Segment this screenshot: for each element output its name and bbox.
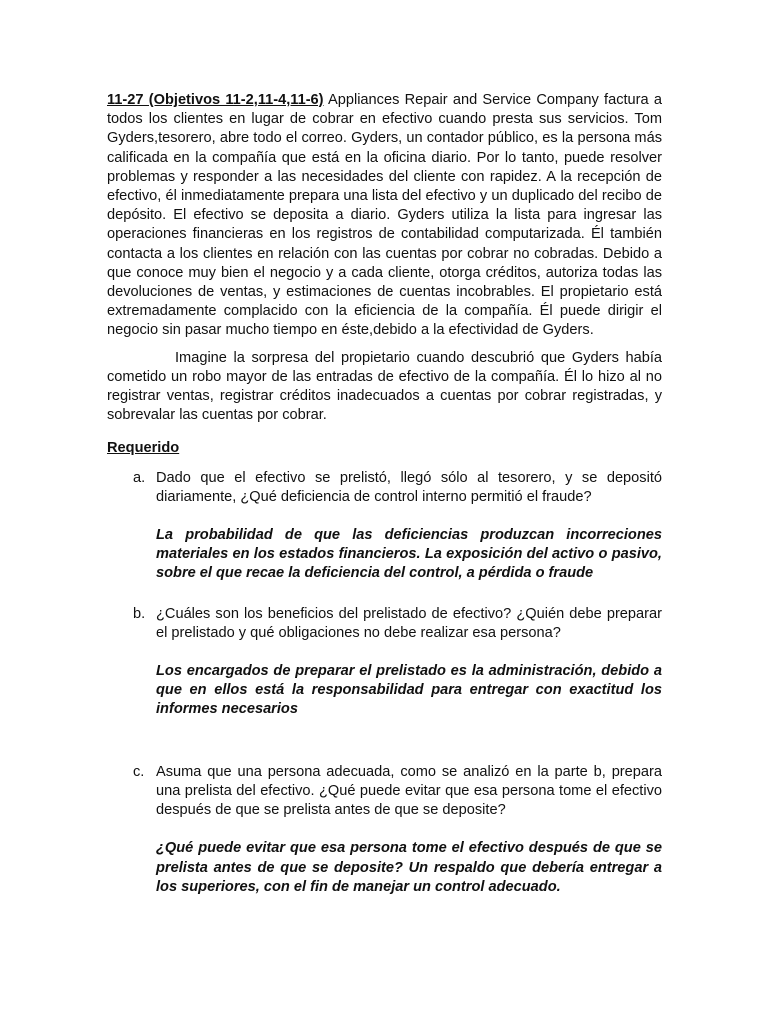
intro-paragraph [107, 91, 662, 341]
required-item-a [107, 469, 662, 584]
item-question: Dado que el efectivo se prelistó, llegó sólo al tesorero, y se depositó diariamente, ¿Qué deficiencia de control interno permitió el fraude? [156, 469, 662, 505]
item-letter: c. [133, 763, 145, 780]
item-question: Asuma que una persona adecuada, como se analizó en la parte b, prepara una prelista del efectivo. ¿Qué puede evitar que esa persona tome el efectivo después de que se prelista antes de que se deposite? [156, 763, 662, 819]
intro-text: Appliances Repair and Service Company factura a todos los clientes en lugar de cobrar en efectivo cuando presta sus servicios. Tom Gyders,tesorero, abre todo el correo. Gyders, un contador público, es la persona más calificada en la compañía que está en la oficina diario. Por lo tanto, puede resolver problemas y responder a las necesidades del cliente con rapidez. A la recepción de efectivo, él inmediatamente prepara una lista del efectivo y un duplicado del recibo de depósito. El efectivo se deposita a diario. Gyders utiliza la lista para ingresar las operaciones financieras en los registros de contabilidad computarizada. Él también contacta a los clientes en relación con las cuentas por cobrar no cobradas. Debido a que conoce muy bien el negocio y a cada cliente, otorga créditos, autoriza todas las devoluciones de ventas, y estimaciones de cuentas incobrables. El propietario está extremadamente complacido con la eficiencia de la compañía. Él puede dirigir el negocio sin pasar mucho tiempo en éste,debido a la efectividad de Gyders. [107, 92, 662, 339]
item-question: ¿Cuáles son los beneficios del prelistado de efectivo? ¿Quién debe preparar el prelistado y qué obligaciones no debe realizar esa persona? [156, 605, 662, 641]
item-answer: La probabilidad de que las deficiencias produzcan incorreciones materiales en los estados financieros. La exposición del activo o pasivo, sobre el que recae la deficiencia del control, a pérdida o fraude [156, 527, 662, 582]
document-page [107, 91, 662, 897]
item-answer: Los encargados de preparar el prelistado es la administración, debido a que en ellos está la responsabilidad para entregar con exactitud los informes necesarios [156, 663, 662, 718]
second-paragraph: Imagine la sorpresa del propietario cuando descubrió que Gyders había cometido un robo mayor de las entradas de efectivo de la compañía. Él lo hizo al no registrar ventas, registrar créditos inadecuados a cuentas por cobrar registradas, y sobrevalar las cuentas por cobrar. [107, 349, 662, 424]
required-item-c [107, 763, 662, 897]
required-title: Requerido [107, 440, 180, 457]
item-letter: a. [133, 469, 146, 486]
exercise-heading: 11-27 (Objetivos 11-2,11-4,11-6) [107, 92, 324, 108]
item-answer: ¿Qué puede evitar que esa persona tome el efectivo después de que se prelista antes de que se deposite? Un respaldo que debería entregar a los superiores, con el fin de manejar un control adecuado. [156, 840, 662, 895]
required-item-b [107, 605, 662, 720]
item-letter: b. [133, 605, 146, 622]
